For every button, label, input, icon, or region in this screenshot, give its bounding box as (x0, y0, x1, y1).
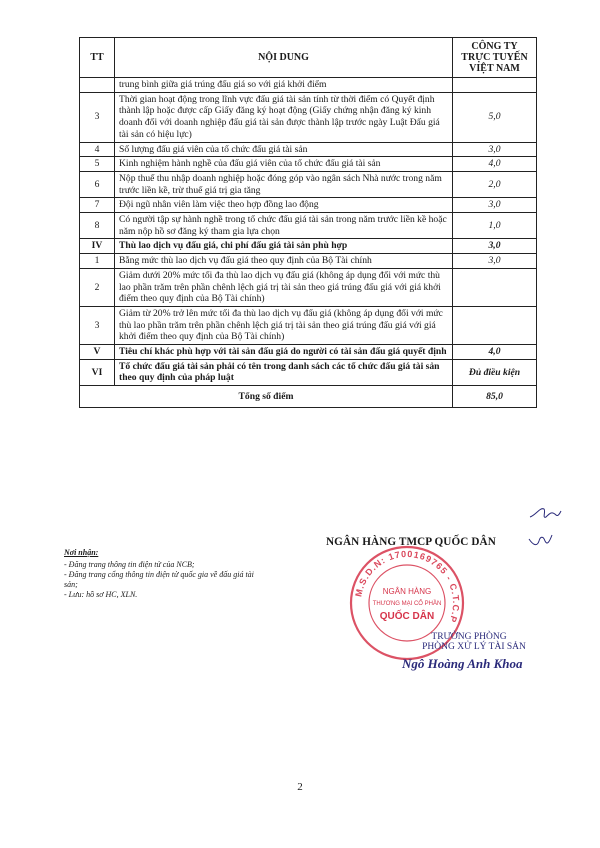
table-row (80, 239, 537, 254)
table-row (80, 345, 537, 360)
recipients-heading: Nơi nhận: (64, 548, 99, 557)
signer-department: PHÒNG XỬ LÝ TÀI SẢN (422, 642, 526, 652)
row-tt: 2 (80, 268, 115, 306)
header-tt: TT (80, 38, 115, 78)
stamp-center-line1: NGÂN HÀNG (382, 587, 432, 596)
table-row (80, 306, 537, 344)
total-row (80, 386, 537, 408)
recipient-item: - Đăng trang thông tin điện tử của NCB; (64, 560, 195, 569)
row-tt: 5 (80, 157, 115, 172)
signer-name: Ngô Hoàng Anh Khoa (402, 656, 523, 671)
row-tt: 4 (80, 142, 115, 157)
page-number: 2 (297, 781, 303, 793)
table-row (80, 254, 537, 269)
row-content: Giảm từ 20% trở lên mức tối đa thù lao dịch vụ đấu giá (không áp dụng đối với mức thù lao phần trăm trên phần chênh lệch giá trị tài sản theo giá trúng đấu giá với giá khởi điểm theo quy định của Bộ Tài chính) (115, 306, 453, 344)
row-content: Tiêu chí khác phù hợp với tài sản đấu giá do người có tài sản đấu giá quyết định (115, 345, 453, 360)
row-score (453, 306, 537, 344)
row-content: Nộp thuế thu nhập doanh nghiệp hoặc đóng góp vào ngân sách Nhà nước trong năm trước liền kề, trừ thuế giá trị gia tăng (115, 171, 453, 197)
signer-title: TRƯỞNG PHÒNG (431, 632, 507, 642)
table-header-row (80, 38, 537, 78)
table-row (80, 92, 537, 142)
recipient-item: - Lưu: hồ sơ HC, XLN. (64, 590, 138, 599)
table-row (80, 78, 537, 93)
stamp-ring-text: M.S.D.N: 1700169765 - C.T.C.P (353, 548, 462, 625)
table-row (80, 268, 537, 306)
row-content: Giảm dưới 20% mức tối đa thù lao dịch vụ đấu giá (không áp dụng đối với mức thù lao phần trăm trên phần chênh lệch giá trị tài sản theo giá trúng đấu giá với giá khởi điểm theo quy định của Bộ Tài chính) (115, 268, 453, 306)
table-row (80, 157, 537, 172)
total-label: Tổng số điểm (80, 386, 453, 408)
row-score: 3,0 (453, 198, 537, 213)
row-score (453, 268, 537, 306)
recipients-block (64, 548, 264, 600)
row-score: Đủ điều kiện (453, 359, 537, 385)
row-content: Đội ngũ nhân viên làm việc theo hợp đồng lao động (115, 198, 453, 213)
row-content: Bằng mức thù lao dịch vụ đấu giá theo quy định của Bộ Tài chính (115, 254, 453, 269)
stamp-center-line3: QUỐC DÂN (379, 611, 435, 622)
row-score: 1,0 (453, 213, 537, 239)
total-score: 85,0 (453, 386, 537, 408)
row-score: 5,0 (453, 92, 537, 142)
row-tt: V (80, 345, 115, 360)
organization-name: NGÂN HÀNG TMCP QUỐC DÂN (326, 536, 496, 548)
table-row (80, 171, 537, 197)
initials-mark (528, 503, 562, 523)
row-content: Kinh nghiệm hành nghề của đấu giá viên của tổ chức đấu giá tài sản (115, 157, 453, 172)
row-content: Có người tập sự hành nghề trong tổ chức đấu giá tài sản trong năm trước liền kề hoặc năm nộp hồ sơ đăng ký tham gia lựa chọn (115, 213, 453, 239)
row-content: Thù lao dịch vụ đấu giá, chi phí đấu giá tài sản phù hợp (115, 239, 453, 254)
row-tt: IV (80, 239, 115, 254)
signature-block (402, 632, 564, 672)
row-tt: VI (80, 359, 115, 385)
row-tt: 3 (80, 306, 115, 344)
row-content: trung bình giữa giá trúng đấu giá so với giá khởi điểm (115, 78, 453, 93)
row-score: 3,0 (453, 239, 537, 254)
row-tt: 1 (80, 254, 115, 269)
row-score: 4,0 (453, 157, 537, 172)
table-row (80, 213, 537, 239)
row-tt: 3 (80, 92, 115, 142)
row-content: Tổ chức đấu giá tài sản phải có tên trong danh sách các tổ chức đấu giá tài sản theo quy định của pháp luật (115, 359, 453, 385)
signer-block (326, 536, 556, 671)
header-content: NỘI DUNG (115, 38, 453, 78)
row-tt (80, 78, 115, 93)
row-score: 4,0 (453, 345, 537, 360)
row-tt: 7 (80, 198, 115, 213)
row-content: Số lượng đấu giá viên của tổ chức đấu giá tài sản (115, 142, 453, 157)
row-tt: 8 (80, 213, 115, 239)
row-score: 3,0 (453, 142, 537, 157)
table-body (80, 78, 537, 386)
header-company: CÔNG TY TRỰC TUYẾN VIỆT NAM (453, 38, 537, 78)
table-row (80, 198, 537, 213)
recipient-item: - Đăng trang cổng thông tin điện tử quốc gia về đấu giá tài sản; (64, 570, 254, 589)
table-row (80, 142, 537, 157)
row-score: 2,0 (453, 171, 537, 197)
stamp-center-line2: THƯƠNG MẠI CỔ PHẦN (372, 601, 442, 607)
evaluation-table (79, 37, 537, 408)
row-score: 3,0 (453, 254, 537, 269)
table-row (80, 359, 537, 385)
row-content: Thời gian hoạt động trong lĩnh vực đấu giá tài sản tính từ thời điểm có Quyết định thành lập hoặc được cấp Giấy đăng ký hoạt động (Giấy chứng nhận đăng ký kinh doanh đối với doanh nghiệp đấu giá tài sản được thành lập trước ngày Luật Đấu giá tài sản có hiệu lực) (115, 92, 453, 142)
row-score (453, 78, 537, 93)
row-tt: 6 (80, 171, 115, 197)
